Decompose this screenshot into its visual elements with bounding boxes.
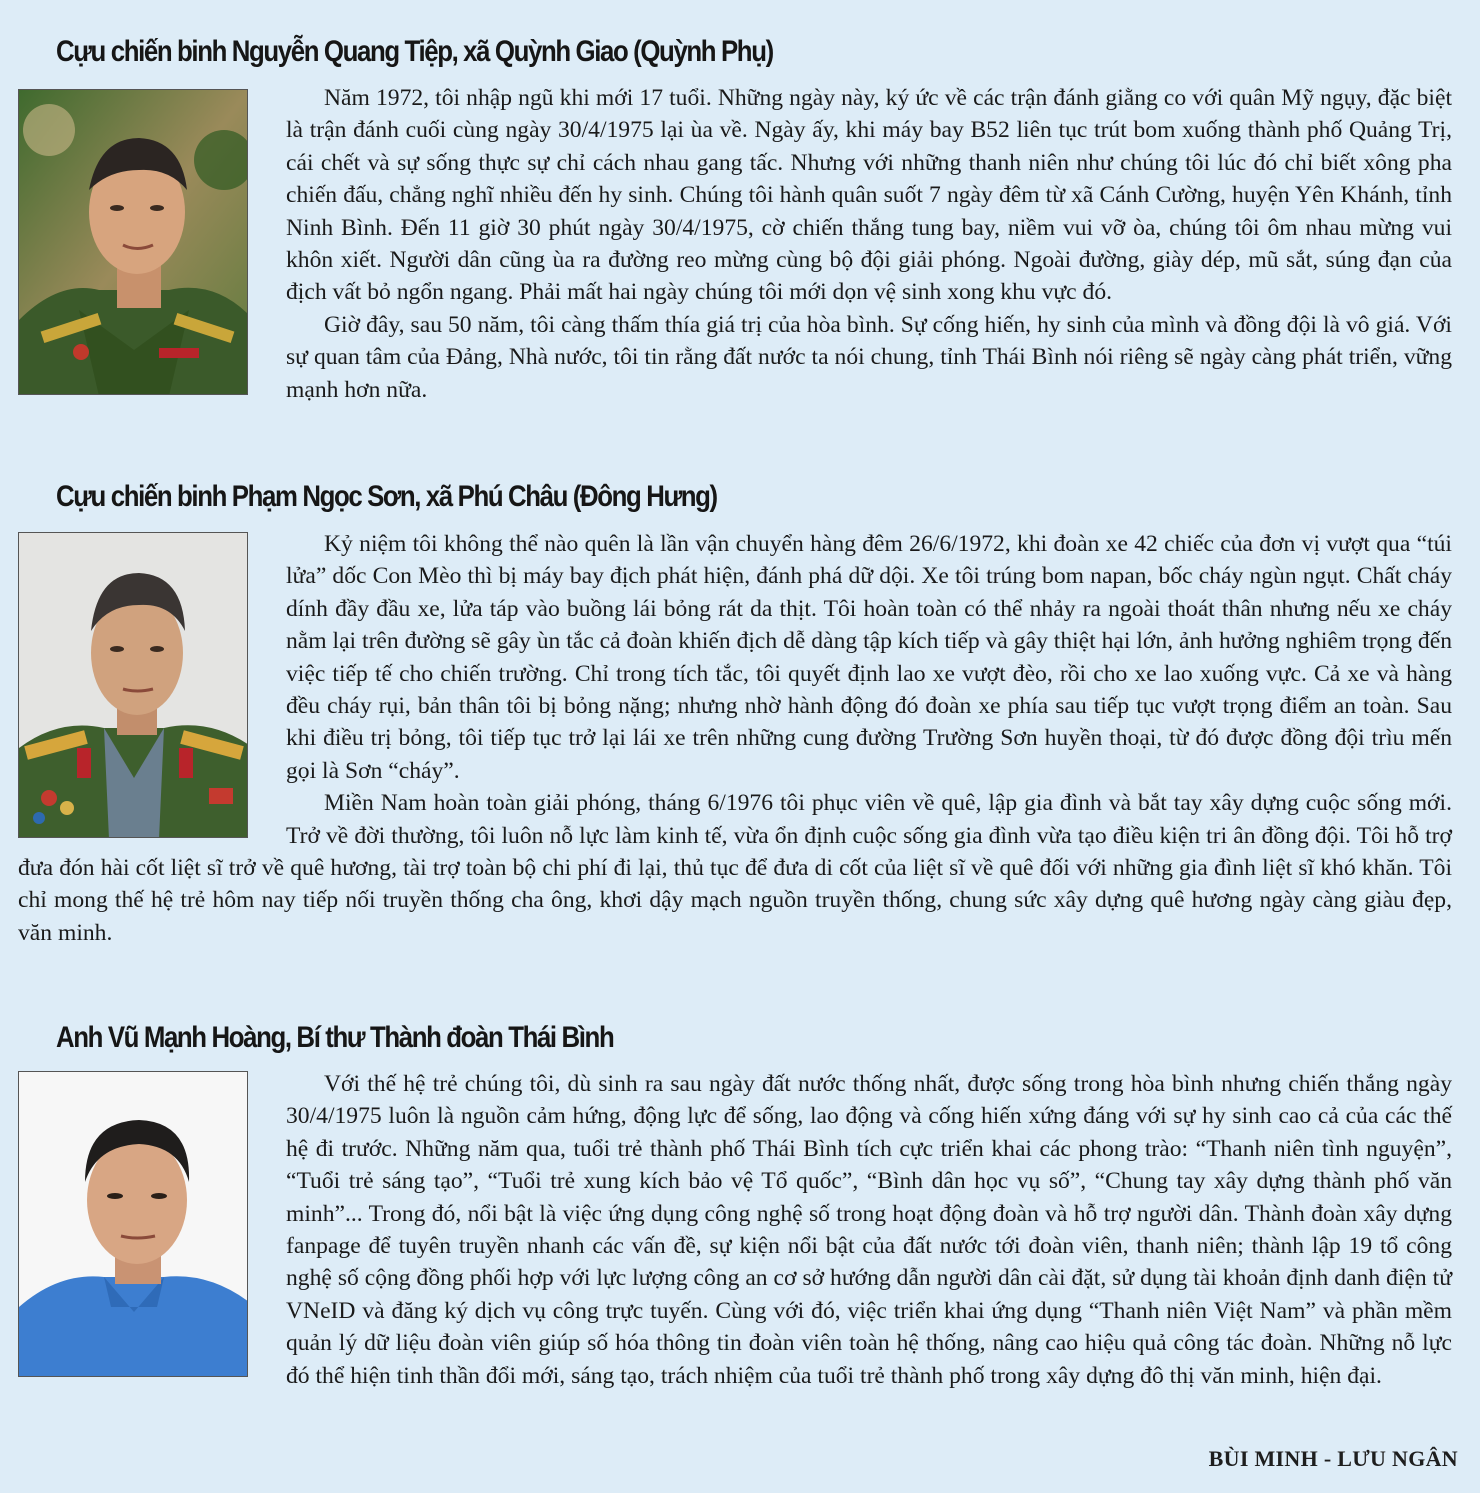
section-body bbox=[18, 528, 1452, 949]
photo-spacer bbox=[18, 528, 286, 836]
paragraph: Miền Nam hoàn toàn giải phóng, tháng 6/1976 tôi phục viên về quê, lập gia đình và bắt tay xây dựng cuộc sống mới. Trở về đời thường, tôi luôn nỗ lực làm kinh tế, vừa ổn định cuộc sống gia đình vừa tạo điều kiện tri ân đồng đội. Tôi hỗ trợ đưa đón hài cốt liệt sĩ trở về quê hương, tài trợ toàn bộ chi phí đi lại, thủ tục để đưa di cốt của liệt sĩ về quê đối với những gia đình liệt sĩ khó khăn. Tôi chỉ mong thế hệ trẻ hôm nay tiếp nối truyền thống cha ông, khơi dậy mạch nguồn truyền thống, chung sức xây dựng quê hương ngày càng giàu đẹp, văn minh. bbox=[18, 790, 1452, 946]
photo-spacer bbox=[18, 82, 286, 390]
paragraph: Kỷ niệm tôi không thể nào quên là lần vận chuyển hàng đêm 26/6/1972, khi đoàn xe 42 chiếc của đơn vị vượt qua “túi lửa” dốc Con Mèo thì bị máy bay địch phát hiện, đánh phá dữ dội. Xe tôi trúng bom napan, bốc cháy ngùn ngụt. Chất cháy dính đầy đầu xe, lửa táp vào buồng lái bỏng rát da thịt. Tôi hoàn toàn có thể nhảy ra ngoài thoát thân nhưng nếu xe cháy nằm lại trên đường sẽ gây ùn tắc cả đoàn khiến địch dễ dàng tập kích tiếp và gây thiệt hại lớn, ảnh hưởng nghiêm trọng đến việc tiếp tế cho chiến trường. Chỉ trong tích tắc, tôi quyết định lao xe vượt đèo, rồi cho xe lao xuống vực. Cả xe và hàng đều cháy rụi, bản thân tôi bị bỏng nặng; nhưng nhờ hành động đó đoàn xe phía sau tiếp tục vượt trọng điểm an toàn. Sau khi điều trị bỏng, tôi tiếp tục trở lại lái xe trên những cung đường Trường Sơn huyền thoại, từ đó được đồng đội trìu mến gọi là Sơn “cháy”. bbox=[286, 531, 1452, 784]
photo-spacer bbox=[18, 1068, 286, 1376]
paragraph: Giờ đây, sau 50 năm, tôi càng thấm thía giá trị của hòa bình. Sự cống hiến, hy sinh của mình và đồng đội là vô giá. Với sự quan tâm của Đảng, Nhà nước, tôi tin rằng đất nước ta nói chung, tỉnh Thái Bình nói riêng sẽ ngày càng phát triển, vững mạnh hơn nữa. bbox=[286, 311, 1452, 403]
section-body bbox=[18, 1068, 1452, 1392]
paragraph: Năm 1972, tôi nhập ngũ khi mới 17 tuổi. Những ngày này, ký ức về các trận đánh giằng co với quân Mỹ ngụy, đặc biệt là trận đánh cuối cùng ngày 30/4/1975 lại ùa về. Ngày ấy, khi máy bay B52 liên tục trút bom xuống thành phố Quảng Trị, cái chết và sự sống thực sự chỉ cách nhau gang tấc. Nhưng với những thanh niên như chúng tôi lúc đó chỉ biết xông pha chiến đấu, chẳng nghĩ nhiều đến hy sinh. Chúng tôi hành quân suốt 7 ngày đêm từ xã Cánh Cường, huyện Yên Khánh, tỉnh Ninh Bình. Đến 11 giờ 30 phút ngày 30/4/1975, cờ chiến thắng tung bay, niềm vui vỡ òa, chúng tôi ôm nhau mừng vui khôn xiết. Người dân cũng ùa ra đường reo mừng cùng bộ đội giải phóng. Ngoài đường, giày dép, mũ sắt, súng đạn của địch vất bỏ ngổn ngang. Phải mất hai ngày chúng tôi mới dọn vệ sinh xong khu vực đó. bbox=[286, 85, 1452, 306]
section-heading: Cựu chiến binh Phạm Ngọc Sơn, xã Phú Châu (Đông Hưng) bbox=[56, 480, 717, 513]
author-byline: BÙI MINH - LƯU NGÂN bbox=[1208, 1446, 1458, 1471]
section-body bbox=[18, 82, 1452, 406]
section-heading: Cựu chiến binh Nguyễn Quang Tiệp, xã Quỳnh Giao (Quỳnh Phụ) bbox=[56, 35, 773, 68]
section-heading: Anh Vũ Mạnh Hoàng, Bí thư Thành đoàn Thái Bình bbox=[56, 1021, 614, 1054]
paragraph: Với thế hệ trẻ chúng tôi, dù sinh ra sau ngày đất nước thống nhất, được sống trong hòa bình nhưng chiến thắng ngày 30/4/1975 luôn là nguồn cảm hứng, động lực để sống, lao động và cống hiến xứng đáng với sự hy sinh cao cả của các thế hệ đi trước. Những năm qua, tuổi trẻ thành phố Thái Bình tích cực triển khai các phong trào: “Thanh niên tình nguyện”, “Tuổi trẻ sáng tạo”, “Tuổi trẻ xung kích bảo vệ Tổ quốc”, “Bình dân học vụ số”, “Chung tay xây dựng thành phố văn minh”... Trong đó, nổi bật là việc ứng dụng công nghệ số trong hoạt động đoàn và hỗ trợ người dân. Thành đoàn xây dựng fanpage để tuyên truyền nhanh các vấn đề, sự kiện nổi bật của đất nước tới đoàn viên, thanh niên; thành lập 19 tổ công nghệ số cộng đồng phối hợp với lực lượng công an cơ sở hướng dẫn người dân cài đặt, sử dụng tài khoản định danh điện tử VNeID và đăng ký dịch vụ công trực tuyến. Cùng với đó, việc triển khai ứng dụng “Thanh niên Việt Nam” và phần mềm quản lý dữ liệu đoàn viên giúp số hóa thông tin đoàn viên toàn hệ thống, nâng cao hiệu quả công tác đoàn. Những nỗ lực đó thể hiện tinh thần đổi mới, sáng tạo, trách nhiệm của tuổi trẻ thành phố trong xây dựng đô thị văn minh, hiện đại. bbox=[286, 1071, 1452, 1389]
